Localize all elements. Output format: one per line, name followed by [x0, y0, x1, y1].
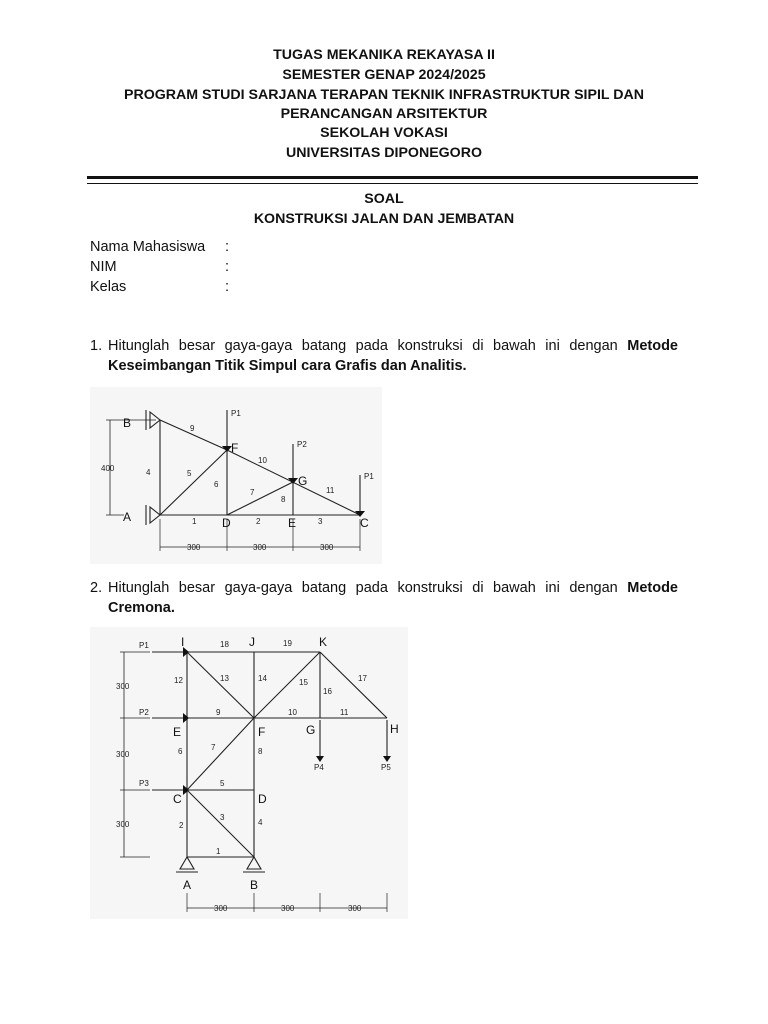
header-line-6: UNIVERSITAS DIPONEGORO: [285, 145, 483, 161]
fig1-member-8: 8: [281, 495, 286, 504]
fig2-member-6: 6: [178, 747, 183, 756]
fig2-dim-height-1: 300: [116, 682, 130, 691]
fig2-dim-span-1: 300: [214, 904, 228, 913]
fig2-member-15: 15: [299, 678, 308, 687]
student-class-label: Kelas: [90, 279, 127, 295]
fig2-member-14: 14: [258, 674, 267, 683]
fig2-member-11: 11: [340, 708, 349, 717]
student-nim-row: [90, 257, 230, 277]
fig2-node-B: B: [250, 878, 259, 892]
fig1-load-P1: P1: [231, 409, 241, 418]
soal-title: SOAL: [364, 191, 404, 207]
fig1-node-D: D: [222, 516, 231, 530]
fig1-member-3: 3: [318, 517, 323, 526]
fig2-member-17: 17: [358, 674, 367, 683]
fig2-dim-span-2: 300: [281, 904, 295, 913]
fig2-member-13: 13: [220, 674, 229, 683]
fig2-node-E: E: [173, 725, 182, 739]
question-2-method: Metode Cremona.: [108, 580, 678, 616]
question-1-text: Hitunglah besar gaya-gaya batang pada konstruksi di bawah ini dengan: [108, 338, 628, 354]
question-2-text: Hitunglah besar gaya-gaya batang pada konstruksi di bawah ini dengan: [108, 580, 628, 596]
fig2-member-18: 18: [220, 640, 229, 649]
student-name-colon: :: [225, 239, 230, 255]
student-name-label: Nama Mahasiswa: [90, 239, 206, 255]
fig1-node-G: G: [298, 474, 308, 488]
fig1-dim-span-2: 300: [253, 543, 267, 552]
figure-1-truss: [90, 387, 382, 564]
fig1-member-5: 5: [187, 469, 192, 478]
fig1-dim-height: 400: [101, 464, 115, 473]
soal-subtitle: KONSTRUKSI JALAN DAN JEMBATAN: [253, 211, 515, 227]
fig1-dim-span-3: 300: [320, 543, 334, 552]
fig2-member-10: 10: [288, 708, 297, 717]
fig2-member-1: 1: [216, 847, 221, 856]
fig2-node-J: J: [249, 635, 255, 649]
student-class-colon: :: [225, 279, 230, 295]
fig2-dim-height-2: 300: [116, 750, 130, 759]
fig2-load-P2: P2: [139, 708, 149, 717]
header-divider-thin: [87, 183, 698, 184]
fig1-node-C: C: [360, 516, 369, 530]
question-1-body: [108, 336, 678, 376]
fig2-load-P5: P5: [381, 763, 391, 772]
fig1-node-E: E: [288, 516, 297, 530]
fig2-member-8: 8: [258, 747, 263, 756]
question-2-body: [108, 578, 678, 618]
header-line-3: PROGRAM STUDI SARJANA TERAPAN TEKNIK INFRASTRUKTUR SIPIL DAN: [124, 87, 644, 103]
fig2-node-I: I: [181, 635, 185, 649]
fig1-member-6: 6: [214, 480, 219, 489]
fig1-member-9: 9: [190, 424, 195, 433]
fig1-member-11: 11: [326, 486, 335, 495]
student-nim-colon: :: [225, 259, 230, 275]
fig1-member-4: 4: [146, 468, 151, 477]
header-divider-thick: [87, 176, 698, 179]
student-nim-label: NIM: [90, 259, 117, 275]
student-class-row: [90, 277, 230, 297]
fig1-member-2: 2: [256, 517, 261, 526]
header-line-5: SEKOLAH VOKASI: [320, 125, 448, 141]
fig2-node-H: H: [390, 722, 399, 736]
fig2-node-K: K: [319, 635, 328, 649]
fig1-node-F: F: [231, 441, 239, 455]
header-line-4: PERANCANGAN ARSITEKTUR: [280, 106, 488, 122]
fig2-member-7: 7: [211, 743, 216, 752]
figure-2-frame-truss: [90, 627, 408, 919]
fig1-load-P2: P2: [297, 440, 307, 449]
fig2-member-5: 5: [220, 779, 225, 788]
question-1-method: Metode Keseimbangan Titik Simpul cara Grafis dan Analitis.: [108, 338, 678, 374]
fig2-load-P4: P4: [314, 763, 324, 772]
fig2-member-9: 9: [216, 708, 221, 717]
fig2-member-3: 3: [220, 813, 225, 822]
fig2-member-12: 12: [174, 676, 183, 685]
fig1-member-1: 1: [192, 517, 197, 526]
fig2-load-P1: P1: [139, 641, 149, 650]
fig1-dim-span-1: 300: [187, 543, 201, 552]
fig2-member-2: 2: [179, 821, 184, 830]
fig2-load-P3: P3: [139, 779, 149, 788]
fig2-node-C: C: [173, 792, 182, 806]
fig2-dim-span-3: 300: [348, 904, 362, 913]
fig2-node-G: G: [306, 723, 316, 737]
header-line-1: TUGAS MEKANIKA REKAYASA II: [273, 47, 495, 63]
student-name-row: [90, 237, 230, 257]
fig1-load-P1-right: P1: [364, 472, 374, 481]
fig2-dim-height-3: 300: [116, 820, 130, 829]
header-line-2: SEMESTER GENAP 2024/2025: [282, 67, 486, 83]
fig1-member-10: 10: [258, 456, 267, 465]
fig1-node-A: A: [123, 510, 132, 524]
fig1-node-B: B: [123, 416, 132, 430]
fig2-member-16: 16: [323, 687, 332, 696]
fig2-node-A: A: [183, 878, 192, 892]
fig2-node-D: D: [258, 792, 267, 806]
fig2-node-F: F: [258, 725, 266, 739]
question-2-number: 2.: [90, 580, 103, 596]
fig2-member-19: 19: [283, 639, 292, 648]
question-1-number: 1.: [90, 338, 103, 354]
fig2-member-4: 4: [258, 818, 263, 827]
fig1-member-7: 7: [250, 488, 255, 497]
